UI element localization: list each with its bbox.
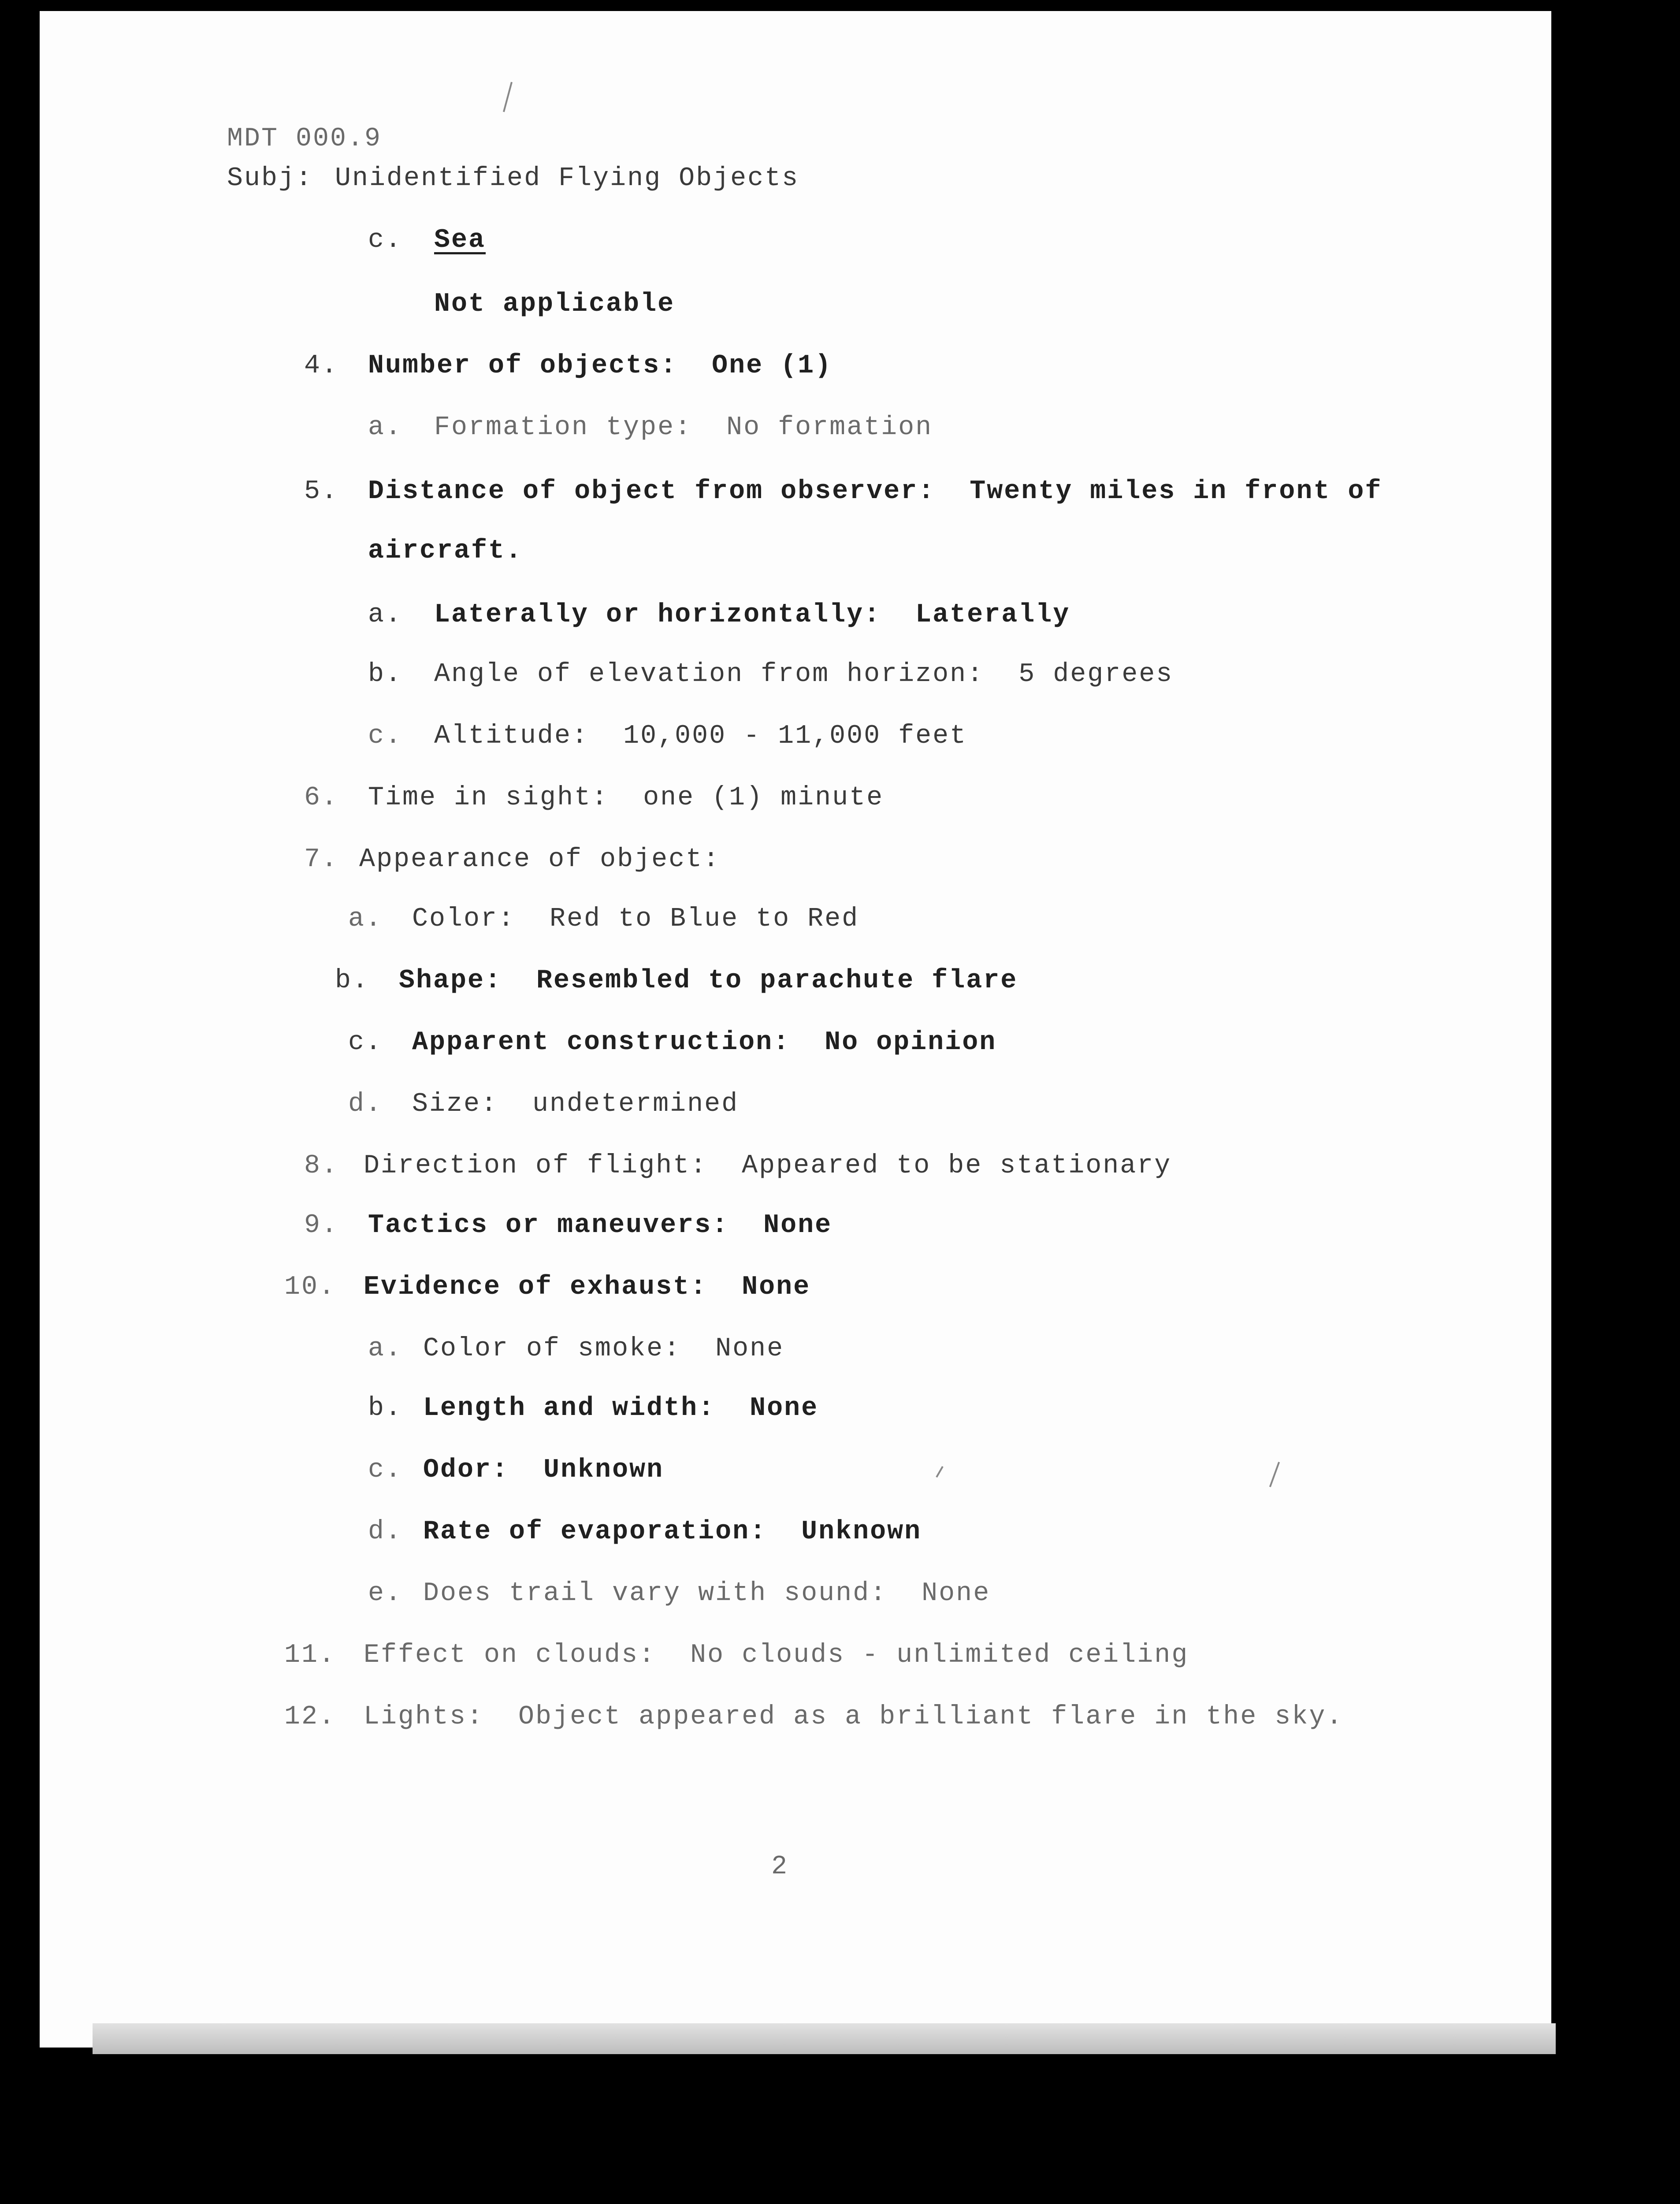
subject-label: Subj: [227, 164, 313, 194]
item-text: Size: undetermined [412, 1089, 739, 1119]
item-text: Sea [434, 225, 486, 255]
item-text: Angle of elevation from horizon: 5 degrees [434, 659, 1174, 689]
item-text: Lights: Object appeared as a brilliant flare in the sky. [364, 1702, 1344, 1732]
item-label: d. [368, 1517, 403, 1547]
scan-mark [503, 82, 513, 112]
page-number: 2 [771, 1852, 789, 1882]
item-label: c. [348, 1028, 383, 1057]
item-label: c. [368, 721, 403, 751]
item-text: Color: Red to Blue to Red [412, 904, 859, 934]
item-text: Time in sight: one (1) minute [368, 783, 884, 813]
item-text: Number of objects: One (1) [368, 351, 833, 381]
item-label: 6. [304, 783, 339, 813]
item-label: b. [368, 1393, 403, 1423]
item-text: Odor: Unknown [423, 1455, 664, 1485]
item-label: 7. [304, 845, 339, 875]
item-label: b. [368, 659, 403, 689]
item-label: b. [335, 966, 370, 996]
item-label: 8. [304, 1151, 339, 1181]
item-text: aircraft. [368, 536, 523, 566]
scan-mark [936, 1466, 943, 1478]
item-text: Direction of flight: Appeared to be stationary [364, 1151, 1172, 1181]
item-label: a. [348, 904, 383, 934]
file-code: MDT 000.9 [227, 124, 382, 154]
item-label: 4. [304, 351, 339, 381]
item-label: a. [368, 1334, 403, 1364]
item-text: Length and width: None [423, 1393, 819, 1423]
item-label: 5. [304, 477, 339, 506]
item-label: a. [368, 413, 403, 443]
item-label: c. [368, 1455, 403, 1485]
item-label: a. [368, 600, 403, 630]
item-text: Shape: Resembled to parachute flare [399, 966, 1018, 996]
item-text: Effect on clouds: No clouds - unlimited ceiling [364, 1640, 1189, 1670]
item-label: d. [348, 1089, 383, 1119]
item-text: Laterally or horizontally: Laterally [434, 600, 1070, 630]
scan-mark [1269, 1462, 1280, 1487]
item-text: Color of smoke: None [423, 1334, 784, 1364]
item-text: Evidence of exhaust: None [364, 1272, 811, 1302]
item-text: Distance of object from observer: Twenty miles in front of [368, 477, 1383, 506]
item-text: Appearance of object: [359, 845, 721, 875]
item-text: Tactics or maneuvers: None [368, 1210, 833, 1240]
item-label: 11. [284, 1640, 336, 1670]
item-label: 12. [284, 1702, 336, 1732]
item-text: Does trail vary with sound: None [423, 1579, 991, 1608]
item-text: Rate of evaporation: Unknown [423, 1517, 922, 1547]
scan-shadow [93, 2023, 1556, 2054]
item-label: c. [368, 225, 403, 255]
item-label: 10. [284, 1272, 336, 1302]
subject-title: Unidentified Flying Objects [335, 164, 799, 194]
item-text: Not applicable [434, 289, 675, 319]
item-label: e. [368, 1579, 403, 1608]
item-text: Apparent construction: No opinion [412, 1028, 997, 1057]
item-label: 9. [304, 1210, 339, 1240]
document-page [40, 11, 1551, 2048]
item-text: Formation type: No formation [434, 413, 933, 443]
item-text: Altitude: 10,000 - 11,000 feet [434, 721, 967, 751]
